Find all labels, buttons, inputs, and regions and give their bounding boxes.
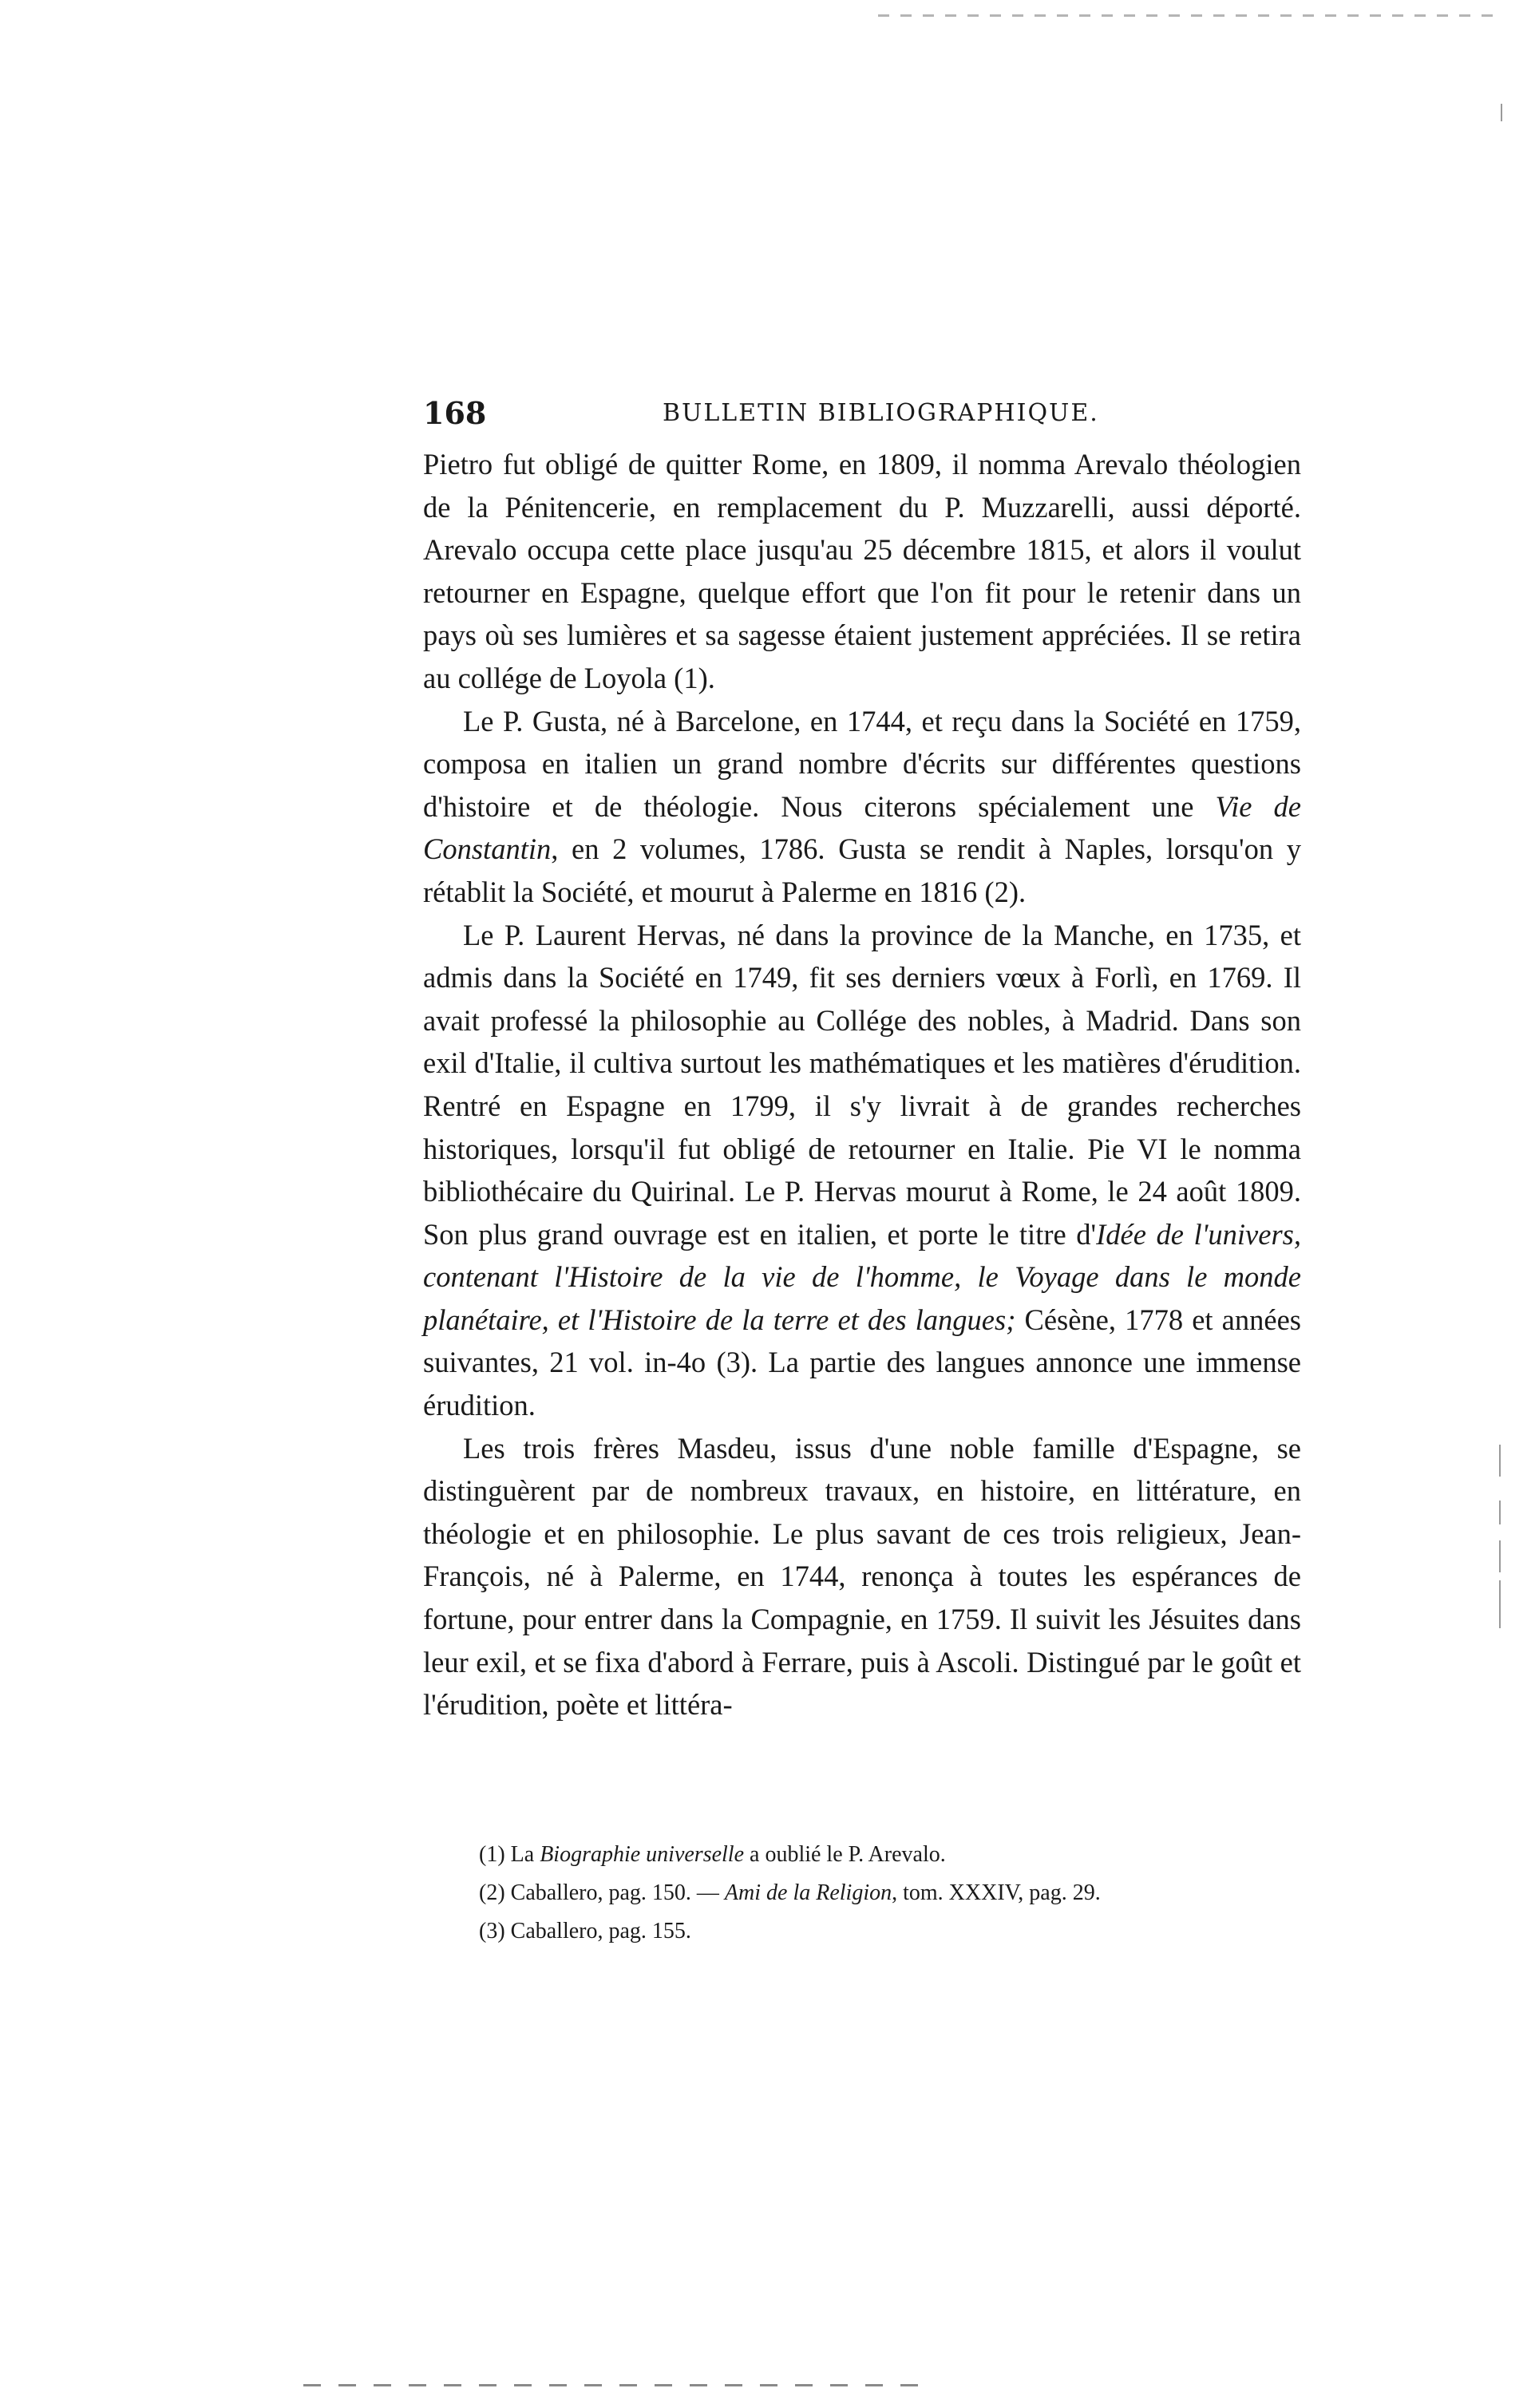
footnotes bbox=[479, 1836, 1301, 1951]
text-run: (3) Caballero, pag. 155. bbox=[479, 1919, 691, 1943]
running-head: BULLETIN BIBLIOGRAPHIQUE. bbox=[663, 399, 1099, 427]
text-run: (1) La bbox=[479, 1842, 540, 1867]
paragraph bbox=[423, 700, 1301, 914]
footnote bbox=[479, 1874, 1301, 1912]
text-run: Les trois frères Masdeu, issus d'une noble famille d'Espagne, se distinguèrent par de nombreux travaux, en histoire, en littérature, en théologie et en philosophie. Le plus savant de ces trois religieux, Jean-François, né à Palerme, en 1744, renonça à toutes les espérances de fortune, pour entrer dans la Compagnie, en 1759. Il suivit les Jésuites dans leur exil, et se fixa d'abord à Ferrare, puis à Ascoli. Distingué par le goût et l'érudition, poète et littéra- bbox=[423, 1431, 1301, 1722]
page-number: 168 bbox=[423, 395, 487, 431]
margin-mark bbox=[1499, 1540, 1501, 1572]
paragraph bbox=[423, 443, 1301, 700]
margin-mark bbox=[1501, 104, 1502, 121]
margin-mark bbox=[1499, 1580, 1501, 1628]
text-run: Pietro fut obligé de quitter Rome, en 1809, il nomma Arevalo théologien de la Pénitencerie, en remplacement du P. Muzzarelli, aussi déporté. Arevalo occupa cette place jusqu'au 25 décembre 1815, et alors il voulut retourner en Espagne, quelque effort que l'on fit pour le retenir dans un pays où ses lumières et sa sagesse étaient justement appréciées. Il se retira au collége de Loyola (1). bbox=[423, 448, 1301, 694]
body-text bbox=[423, 443, 1301, 1726]
margin-mark bbox=[1499, 1501, 1501, 1524]
text-run: (2) Caballero, pag. 150. — bbox=[479, 1880, 725, 1905]
text-run: , tom. XXXIV, pag. 29. bbox=[892, 1880, 1101, 1905]
paragraph bbox=[423, 1427, 1301, 1726]
italic-text: Ami de la Religion bbox=[724, 1880, 892, 1905]
scan-artifact-bottom bbox=[303, 2384, 918, 2386]
margin-mark bbox=[1499, 1445, 1501, 1477]
text-run: , en 2 volumes, 1786. Gusta se rendit à Naples, lorsqu'on y rétablit la Société, et mourut à Palerme en 1816 (2). bbox=[423, 832, 1301, 908]
text-run: Le P. Laurent Hervas, né dans la province de la Manche, en 1735, et admis dans la Société en 1749, fit ses derniers vœux à Forlì, en 1769. Il avait professé la philosophie au Collége des nobles, à Madrid. Dans son exil d'Italie, il cultiva surtout les mathématiques et les matières d'érudition. Rentré en Espagne en 1799, il s'y livrait à de grandes recherches historiques, lorsqu'il fut obligé de retourner en Italie. Pie VI le nomma bibliothécaire du Quirinal. Le P. Hervas mourut à Rome, le 24 août 1809. Son plus grand ouvrage est en italien, et porte le titre d' bbox=[423, 918, 1301, 1251]
footnote bbox=[479, 1836, 1301, 1874]
page-header bbox=[423, 389, 1301, 437]
paragraph bbox=[423, 914, 1301, 1427]
text-run: Le P. Gusta, né à Barcelone, en 1744, et reçu dans la Société en 1759, composa en italien un grand nombre d'écrits sur différentes questions d'histoire et de théologie. Nous citerons spécialement une bbox=[423, 704, 1301, 823]
italic-text: Idée de l'univers, contenant l'Histoire de la vie de l'homme, le Voyage dans le monde planétaire, et l'Histoire de la terre et des langues; bbox=[423, 1217, 1301, 1336]
scan-artifact-top bbox=[878, 14, 1501, 17]
italic-text: Biographie universelle bbox=[540, 1842, 745, 1867]
footnote bbox=[479, 1912, 1301, 1951]
text-run: a oublié le P. Arevalo. bbox=[744, 1842, 946, 1867]
text-run: Césène, 1778 et années suivantes, 21 vol. in-4o (3). La partie des langues annonce une immense érudition. bbox=[423, 1303, 1301, 1422]
italic-text: Vie de Constantin bbox=[423, 789, 1301, 866]
